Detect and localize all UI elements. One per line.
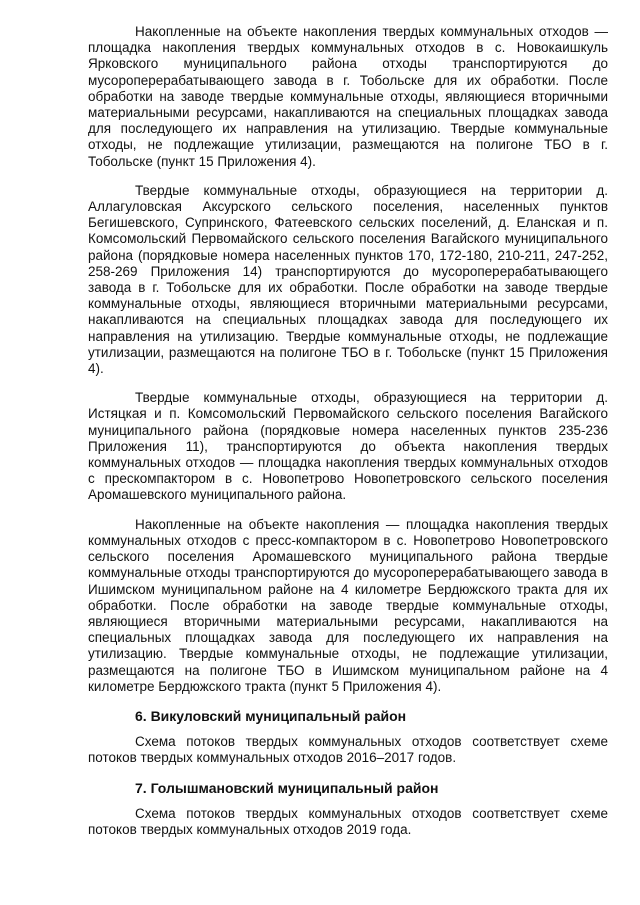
- paragraph-golyshmanovsky: Схема потоков твердых коммунальных отходов соответствует схеме потоков твердых коммунальных отходов 2019 года.: [88, 805, 608, 837]
- paragraph-novopetrovo-ishim: Накопленные на объекте накопления — площадка накопления твердых коммунальных отходов с пресс-компактором в с. Новопетрово Новопетровского сельского поселения Аромашевского муниципального района твердые коммунальные отходы транспортируются до мусороперерабатывающего завода в Ишимском муниципальном районе на 4 километре Бердюжского тракта для их обработки. После обработки на заводе твердые коммунальные отходы, являющиеся вторичными материальными ресурсами, накапливаются на специальных площадках завода для последующего их направления на утилизацию. Твердые коммунальные отходы, не подлежащие утилизации, размещаются на полигоне ТБО в Ишимском муниципальном районе на 4 километре Бердюжского тракта (пункт 5 Приложения 4).: [88, 516, 608, 694]
- section-heading-golyshmanovsky: 7. Голышмановский муниципальный район: [135, 779, 439, 796]
- paragraph-vagaysky-novopetrovo: Твердые коммунальные отходы, образующиеся на территории д. Истяцкая и п. Комсомольский Первомайского сельского поселения Вагайского муниципального района (порядковые номера населенных пунктов 235-236 Приложения 11), транспортируются до объекта накопления твердых коммунальных отходов — площадка накопления твердых коммунальных отходов с прескомпактором в с. Новопетрово Новопетровского сельского поселения Аромашевского муниципального района.: [88, 390, 608, 503]
- document-page: [88, 24, 608, 851]
- paragraph-vagaysky-tobolsk: Твердые коммунальные отходы, образующиеся на территории д. Аллагуловская Аксурского сельского поселения, населенных пунктов Бегишевского, Супринского, Фатеевского сельских поселений, д. Еланская и п. Комсомольский Первомайского сельского поселения Вагайского муниципального района (порядковые номера населенных пунктов 170, 172-180, 210-211, 247-252, 258-269 Приложения 14) транспортируются до мусороперерабатывающего завода в г. Тобольске для их обработки. После обработки на заводе твердые коммунальные отходы, являющиеся вторичными материальными ресурсами, накапливаются на специальных площадках завода для последующего их направления на утилизацию. Твердые коммунальные отходы, не подлежащие утилизации, размещаются на полигоне ТБО в г. Тобольске (пункт 15 Приложения 4).: [88, 182, 608, 377]
- section-heading-vikulovsky: 6. Викуловский муниципальный район: [135, 707, 407, 724]
- paragraph-novokaishkul: Накопленные на объекте накопления твердых коммунальных отходов — площадка накопления твердых коммунальных отходов в с. Новокаишкуль Ярковского муниципального района отходы транспортируются до мусороперерабатывающего завода в г. Тобольске для их обработки. После обработки на заводе твердые коммунальные отходы, являющиеся вторичными материальными ресурсами, накапливаются на специальных площадках завода для последующего их направления на утилизацию. Твердые коммунальные отходы, не подлежащие утилизации, размещаются на полигоне ТБО в г. Тобольске (пункт 15 Приложения 4).: [88, 24, 608, 169]
- paragraph-vikulovsky: Схема потоков твердых коммунальных отходов соответствует схеме потоков твердых коммунальных отходов 2016–2017 годов.: [88, 734, 608, 766]
